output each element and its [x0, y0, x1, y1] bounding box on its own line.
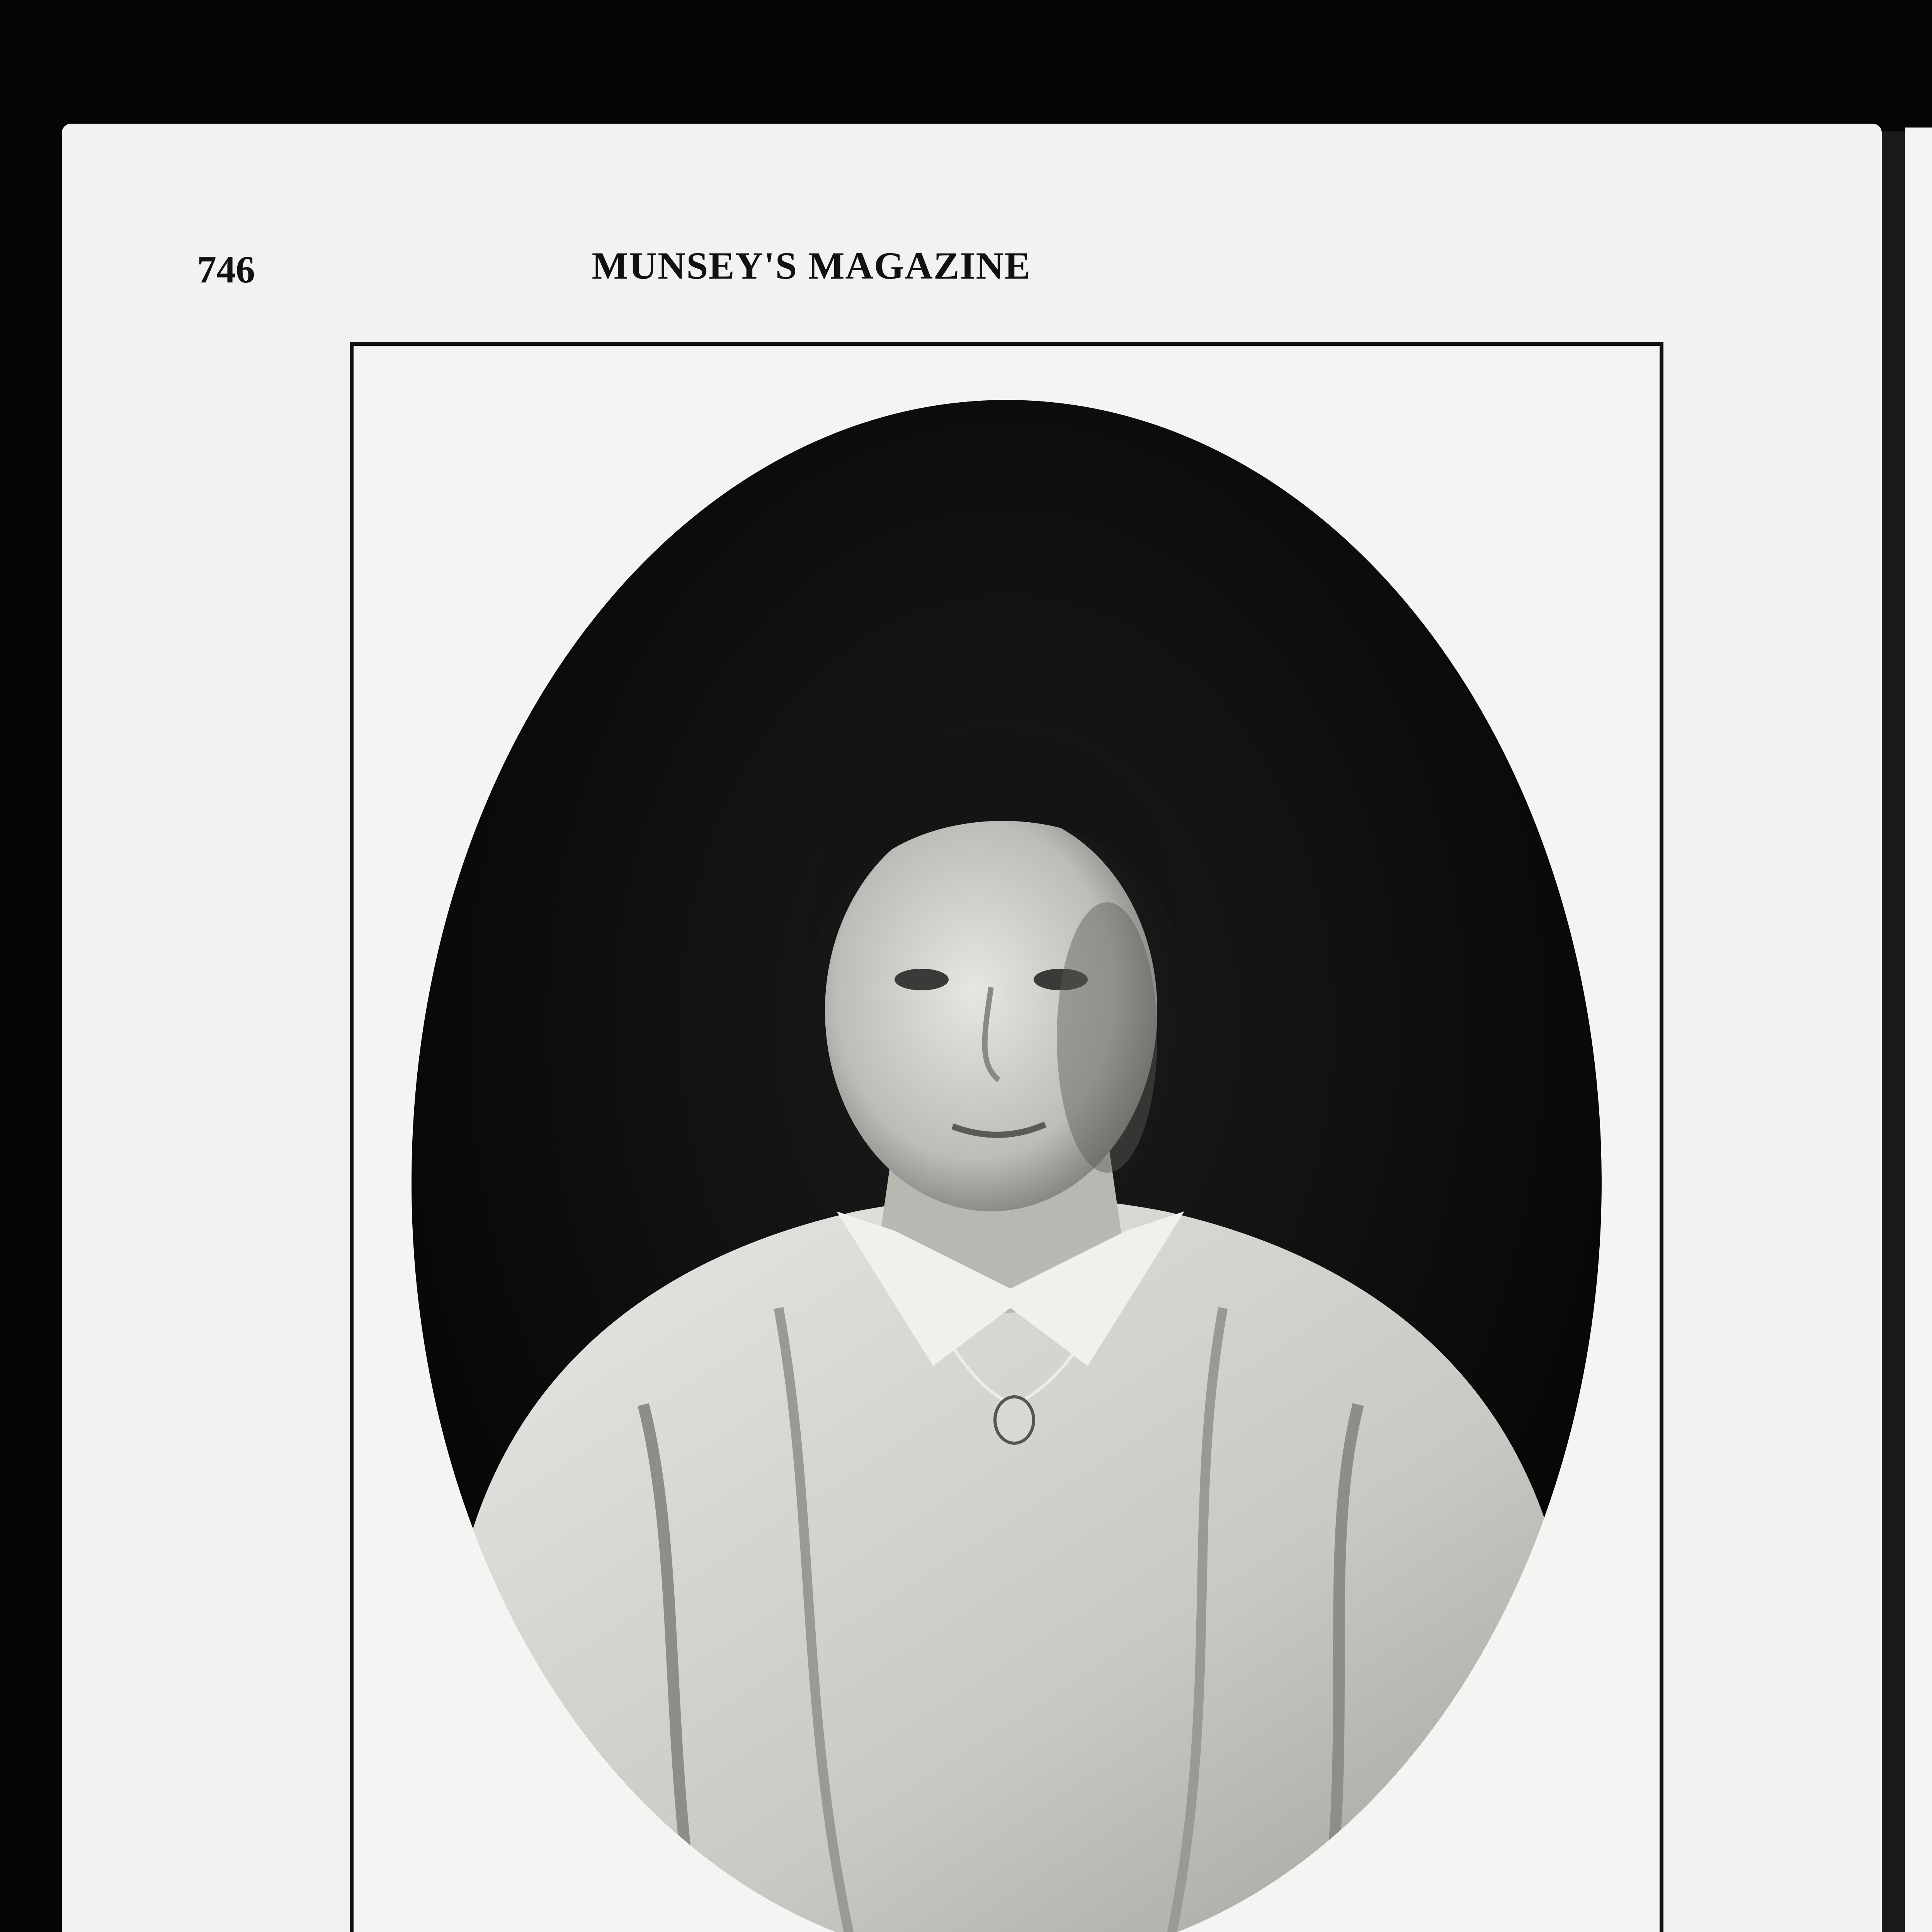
running-head: MUNSEY'S MAGAZINE [592, 244, 1031, 287]
next-page-edge [1905, 128, 1932, 1932]
portrait-photo [412, 400, 1602, 1932]
page-number: 746 [197, 248, 255, 291]
page-gutter-shadow [1882, 131, 1905, 1932]
photo-figure [350, 342, 1663, 1932]
